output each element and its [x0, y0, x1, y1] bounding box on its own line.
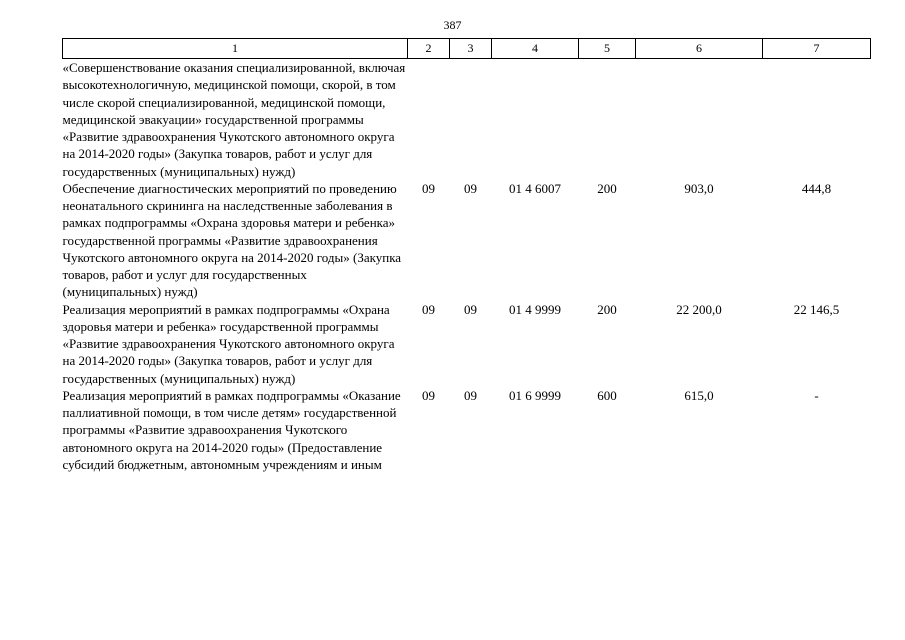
row-target-article: 01 6 9999: [509, 387, 561, 403]
header-col-1: 1: [63, 39, 408, 59]
row-description: Реализация мероприятий в рамках подпрограммы «Оказание паллиативной помощи, в том числе детям» государственной программы «Развитие здравоохранения Чукотского автономного округа на 2014-2020 годы» (Предоставление субсидий бюджетным, автономным учреждениям и иным: [62, 387, 401, 472]
header-col-2: 2: [408, 39, 450, 59]
header-col-5: 5: [579, 39, 636, 59]
row-plan-amount: 22 200,0: [676, 301, 722, 317]
row-actual-amount: [763, 59, 871, 180]
row-actual-amount: -: [814, 387, 819, 403]
row-section: [408, 59, 450, 180]
row-subsection: 09: [464, 301, 477, 317]
row-expense-type: 600: [597, 387, 617, 403]
column-number-header-row: [63, 39, 871, 59]
row-section: 09: [422, 301, 435, 317]
row-section: 09: [422, 180, 435, 196]
row-subsection: [450, 59, 492, 180]
row-description: «Совершенствование оказания специализированной, включая высокотехнологичную, медицинской помощи, скорой, в том числе скорой специализированной, медицинской помощи, медицинской эвакуации» государственной программы «Развитие здравоохранения Чукотского автономного округа на 2014-2020 годы» (Закупка товаров, работ и услуг для государственных (муниципальных) нужд): [62, 60, 406, 179]
row-target-article: 01 4 9999: [509, 301, 561, 317]
row-expense-type: 200: [597, 180, 617, 196]
row-expense-type: 200: [597, 301, 617, 317]
row-actual-amount: 444,8: [801, 180, 832, 196]
row-target-article: 01 4 6007: [509, 180, 561, 196]
table-row: [63, 180, 871, 301]
header-col-7: 7: [763, 39, 871, 59]
header-col-4: 4: [492, 39, 579, 59]
row-subsection: 09: [464, 387, 477, 403]
budget-table: [62, 38, 871, 473]
table-row: [63, 387, 871, 473]
table-row: [63, 301, 871, 387]
row-description: Обеспечение диагностических мероприятий по проведению неонатального скрининга на наследственные заболевания в рамках подпрограммы «Охрана здоровья матери и ребенка» государственной программы «Развитие здравоохранения Чукотского автономного округа на 2014-2020 годы» (Закупка товаров, работ и услуг для государственных (муниципальных) нужд): [62, 180, 402, 300]
row-plan-amount: 615,0: [684, 387, 714, 403]
table-row: [63, 59, 871, 180]
header-col-6: 6: [636, 39, 763, 59]
row-plan-amount: [636, 59, 763, 180]
row-expense-type: [579, 59, 636, 180]
header-col-3: 3: [450, 39, 492, 59]
page-number: 387: [443, 18, 462, 32]
row-target-article: [492, 59, 579, 180]
row-subsection: 09: [464, 180, 477, 196]
row-actual-amount: 22 146,5: [793, 301, 840, 317]
row-section: 09: [422, 387, 435, 403]
row-plan-amount: 903,0: [684, 180, 714, 196]
row-description: Реализация мероприятий в рамках подпрограммы «Охрана здоровья матери и ребенка» государственной программы «Развитие здравоохранения Чукотского автономного округа на 2014-2020 годы» (Закупка товаров, работ и услуг для государственных (муниципальных) нужд): [62, 301, 395, 386]
